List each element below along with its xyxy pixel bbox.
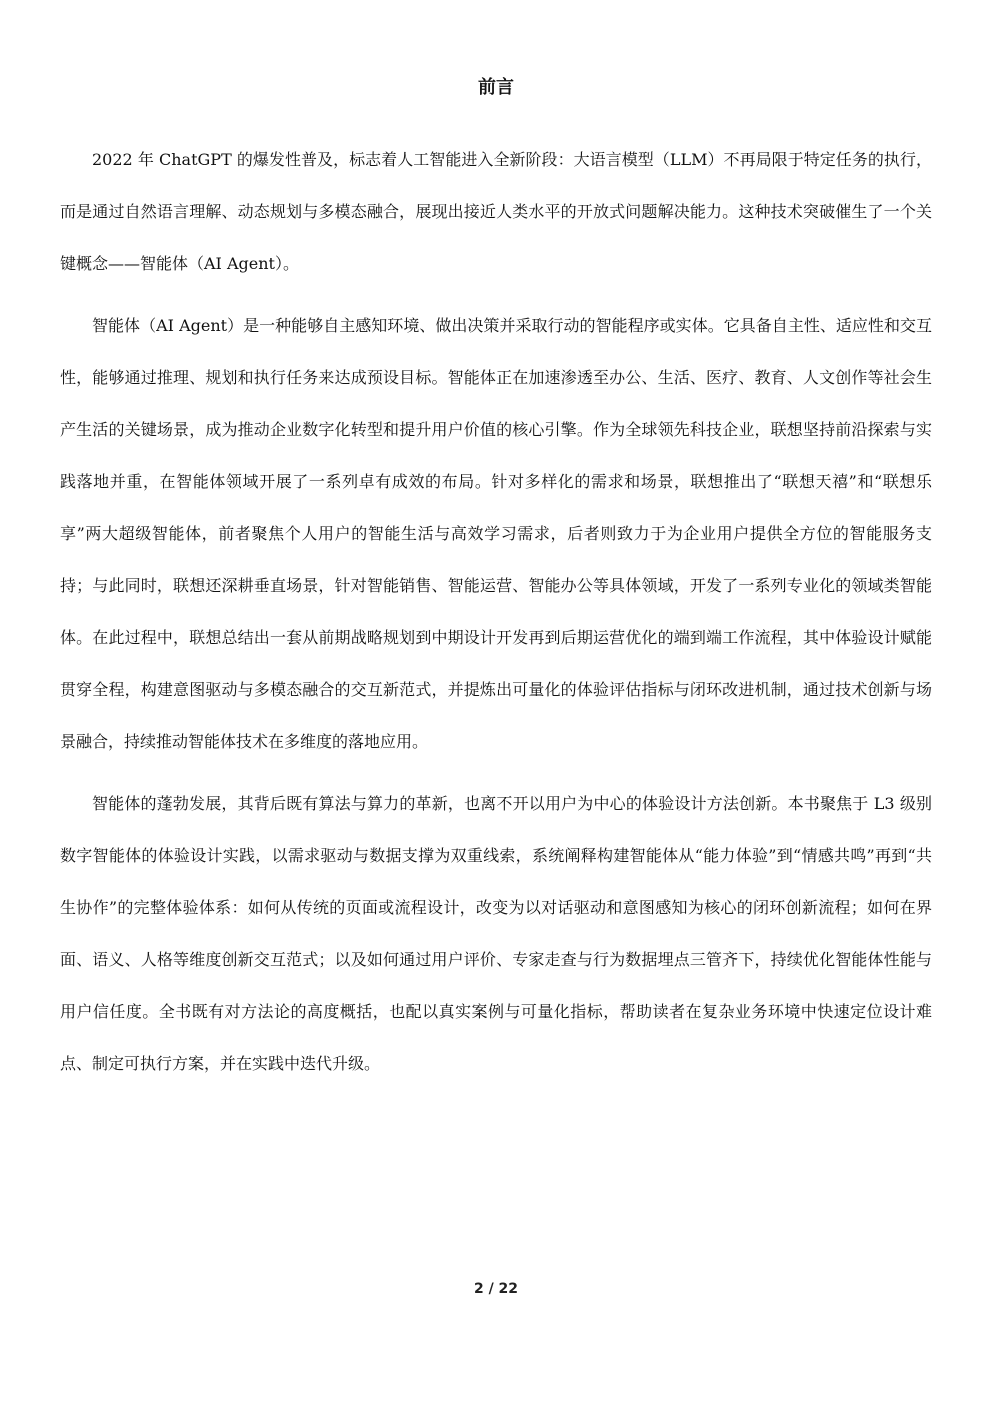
body-text (60, 134, 932, 1100)
paragraph-intro: 2022 年 ChatGPT 的爆发性普及，标志着人工智能进入全新阶段：大语言模型（LLM）不再局限于特定任务的执行，而是通过自然语言理解、动态规划与多模态融合，展现出接近人类水平的开放式问题解决能力。这种技术突破催生了一个关键概念——智能体（AI Agent）。 (60, 150, 932, 273)
page-number: 2 / 22 (473, 1281, 519, 1297)
page-title: 前言 (478, 77, 514, 98)
paragraph-book-focus: 智能体的蓬勃发展，其背后既有算法与算力的革新，也离不开以用户为中心的体验设计方法创新。本书聚焦于 L3 级别数字智能体的体验设计实践，以需求驱动与数据支撑为双重线索，系统阐释构建智能体从“能力体验”到“情感共鸣”再到“共生协作”的完整体验体系：如何从传统的页面或流程设计，改变为以对话驱动和意图感知为核心的闭环创新流程；如何在界面、语义、人格等维度创新交互范式；以及如何通过用户评价、专家走查与行为数据埋点三管齐下，持续优化智能体性能与用户信任度。全书既有对方法论的高度概括，也配以真实案例与可量化指标，帮助读者在复杂业务环境中快速定位设计难点、制定可执行方案，并在实践中迭代升级。 (60, 794, 932, 1073)
paragraph-agent-definition: 智能体（AI Agent）是一种能够自主感知环境、做出决策并采取行动的智能程序或实体。它具备自主性、适应性和交互性，能够通过推理、规划和执行任务来达成预设目标。智能体正在加速渗透至办公、生活、医疗、教育、人文创作等社会生产生活的关键场景，成为推动企业数字化转型和提升用户价值的核心引擎。作为全球领先科技企业，联想坚持前沿探索与实践落地并重，在智能体领域开展了一系列卓有成效的布局。针对多样化的需求和场景，联想推出了“联想天禧”和“联想乐享”两大超级智能体，前者聚焦个人用户的智能生活与高效学习需求，后者则致力于为企业用户提供全方位的智能服务支持；与此同时，联想还深耕垂直场景，针对智能销售、智能运营、智能办公等具体领域，开发了一系列专业化的领域类智能体。在此过程中，联想总结出一套从前期战略规划到中期设计开发再到后期运营优化的端到端工作流程，其中体验设计赋能贯穿全程，构建意图驱动与多模态融合的交互新范式，并提炼出可量化的体验评估指标与闭环改进机制，通过技术创新与场景融合，持续推动智能体技术在多维度的落地应用。 (60, 316, 932, 751)
